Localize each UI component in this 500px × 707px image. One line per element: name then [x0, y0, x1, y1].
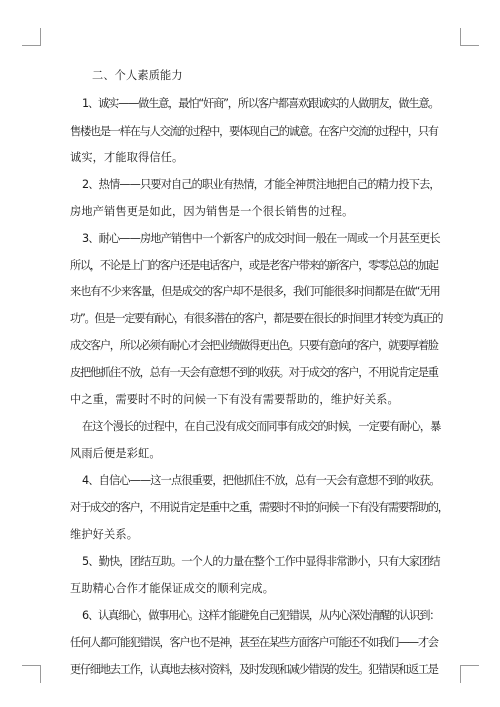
- text-line: 功”。但是一定要有耐心，有很多潜在的客户，都是要在很长的时间里才转变为真正的: [70, 312, 443, 325]
- text-line: 任何人都可能犯错误，客户也不是神，甚至在某些方面客户可能还不如我们——才会: [70, 636, 438, 649]
- text-line: 1、诚实——做生意，最怕“奸商”，所以客户都喜欢跟诚实的人做朋友，做生意。: [82, 97, 439, 110]
- text-line: 诚实，才能取得信任。: [70, 151, 184, 164]
- crop-mark-top-right-vertical: [460, 28, 461, 46]
- text-line: 对于成交的客户，不用说肯定是重中之重，需要时不时的问候一下有没有需要帮助的，: [70, 501, 448, 514]
- text-line: 所以，不论是上门的客户还是电话客户，或是老客户带来的新客户，零零总总的加起: [70, 259, 438, 272]
- crop-mark-bottom-left-horizontal: [22, 665, 41, 666]
- crop-mark-bottom-left-vertical: [40, 665, 41, 683]
- crop-mark-bottom-right-vertical: [460, 665, 461, 683]
- text-line: 维护好关系。: [70, 528, 139, 541]
- text-line: 房地产销售更是如此，因为销售是一个很长销售的过程。: [70, 205, 354, 218]
- text-line: 6、认真细心，做事用心。这样才能避免自己犯错误，从内心深处清醒的认识到：: [82, 609, 440, 622]
- crop-mark-top-right-horizontal: [460, 45, 479, 46]
- text-line: 中之重，需要时不时的问候一下有没有需要帮助的，维护好关系。: [70, 393, 399, 406]
- text-line: 2、热情——只要对自己的职业有热情，才能全神贯注地把自己的精力投下去，: [82, 178, 440, 191]
- crop-mark-top-left-vertical: [40, 28, 41, 46]
- text-line: 更仔细地去工作，认真地去核对资料，及时发现和减少错误的发生。犯错误和返工是: [70, 663, 438, 676]
- text-line: 来也有不少来客量，但是成交的客户却不是很多，我们可能很多时间都是在做“无用: [70, 285, 440, 298]
- text-line: 4、自信心——这一点很重要，把他抓住不放，总有一天会有意想不到的收获。: [82, 474, 440, 487]
- text-line: 皮把他抓住不放，总有一天会有意想不到的收获。对于成交的客户，不用说肯定是重: [70, 366, 438, 379]
- text-line: 互助精心合作才能保证成交的顺利完成。: [70, 582, 275, 595]
- text-line: 在这个漫长的过程中，在自己没有成交而同事有成交的时候，一定要有耐心，暴: [82, 420, 441, 433]
- crop-mark-top-left-horizontal: [22, 45, 41, 46]
- crop-mark-bottom-right-horizontal: [460, 665, 479, 666]
- section-heading: 二、个人素质能力: [92, 69, 183, 82]
- text-line: 5、勤快，团结互助。一个人的力量在整个工作中显得非常渺小，只有大家团结: [82, 555, 440, 568]
- text-line: 售楼也是一样在与人交流的过程中，要体现自己的诚意。在客户交流的过程中，只有: [70, 125, 438, 138]
- text-line: 3、耐心——房地产销售中一个新客户的成交时间一般在一周或一个月甚至更长: [82, 232, 440, 245]
- text-line: 成交客户，所以必须有耐心才会把业绩做得更出色。只要有意向的客户，就要厚着脸: [70, 339, 438, 352]
- text-line: 风雨后便是彩虹。: [70, 447, 161, 460]
